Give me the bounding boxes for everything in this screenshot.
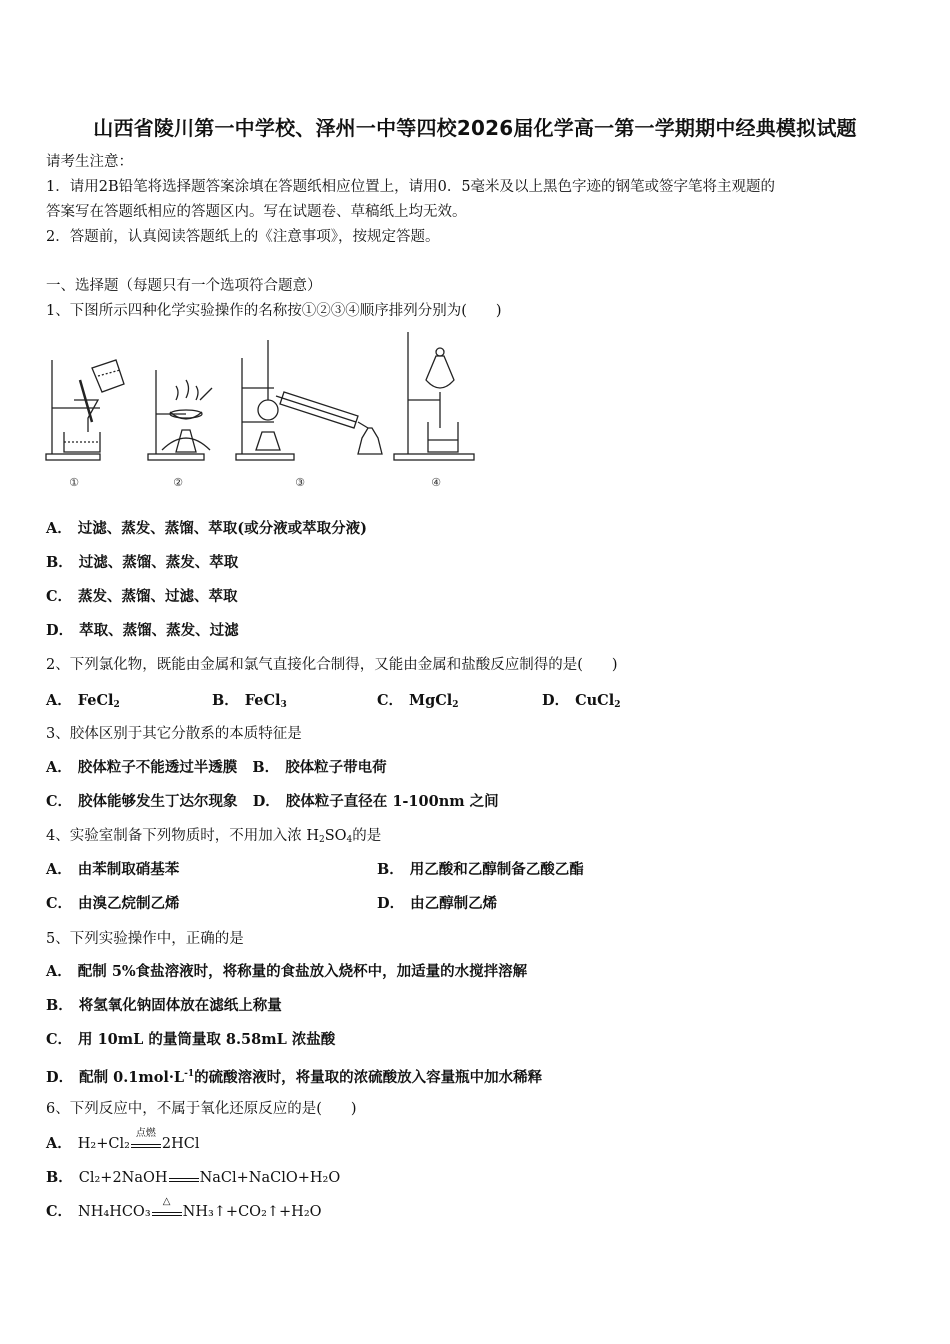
q1-option-a: A． 过滤、蒸发、蒸馏、萃取(或分液或萃取分液) (46, 520, 367, 537)
q4-option-d: D． 由乙醇制乙烯 (377, 895, 498, 912)
q4-option-a: A． 由苯制取硝基苯 (46, 861, 180, 878)
q1-option-c: C． 蒸发、蒸馏、过滤、萃取 (46, 588, 238, 605)
q2-stem: 2、下列氯化物，既能由金属和氯气直接化合制得，又能由金属和盐酸反应制得的是( ) (46, 657, 618, 673)
q2-option-a: A． FeCl$_2$ (46, 692, 120, 710)
q5-option-a: A． 配制 5%食盐溶液时，将称量的食盐放入烧杯中，加适量的水搅拌溶解 (46, 963, 528, 980)
q1-stem: 1、下图所示四种化学实验操作的名称按①②③④顺序排列分别为( ) (46, 303, 502, 319)
q6-option-c: C． NH₄HCO₃ △ NH₃↑+CO₂↑+H₂O (46, 1196, 322, 1220)
q4-stem: 4、实验室制备下列物质时，不用加入浓 $H_2SO_4$的是 (46, 828, 382, 845)
notice-line-3: 2．答题前，认真阅读答题纸上的《注意事项》，按规定答题。 (46, 229, 440, 245)
q1-option-b: B． 过滤、蒸馏、蒸发、萃取 (46, 554, 239, 571)
filtration-apparatus (46, 360, 124, 460)
evaporation-apparatus (148, 370, 212, 460)
q5-option-d: D． 配制 $0.1mol\cdot L^{-1}$的硫酸溶液时，将量取的浓硫酸放入容量瓶中加水稀释 (46, 1069, 543, 1086)
q1-option-d: D． 萃取、蒸馏、蒸发、过滤 (46, 622, 239, 639)
q3-options-ab: A． 胶体粒子不能透过半透膜 B． 胶体粒子带电荷 (46, 759, 387, 776)
fig-label-3: ③ (295, 476, 305, 489)
q5-stem: 5、下列实验操作中，正确的是 (46, 931, 244, 947)
q5-option-b: B． 将氢氧化钠固体放在滤纸上称量 (46, 997, 282, 1014)
q6-option-a: A． H₂+Cl₂ 点燃 2HCl (46, 1128, 200, 1152)
q3-options-cd: C． 胶体能够发生丁达尔现象 D． 胶体粒子直径在 1-100nm 之间 (46, 793, 499, 810)
notice-line-1: 1．请用2B铅笔将选择题答案涂填在答题纸相应位置上，请用0．5毫米及以上黑色字迹的钢笔或签字笔将主观题的 (46, 179, 776, 195)
apparatus-figure (40, 330, 480, 500)
section-heading: 一、选择题（每题只有一个选项符合题意） (46, 278, 322, 294)
page-title: 山西省陵川第一中学校、泽州一中等四校2026届化学高一第一学期期中经典模拟试题 (93, 116, 857, 140)
fig-label-2: ② (173, 476, 183, 489)
separatory-funnel-apparatus (394, 332, 474, 460)
fig-label-4: ④ (431, 476, 441, 489)
q6-stem: 6、下列反应中，不属于氧化还原反应的是( ) (46, 1101, 357, 1117)
q4-option-c: C． 由溴乙烷制乙烯 (46, 895, 180, 912)
q2-option-c: C． MgCl$_2$ (377, 692, 459, 710)
q2-option-d: D． CuCl$_2$ (542, 692, 621, 710)
q3-stem: 3、胶体区别于其它分散系的本质特征是 (46, 726, 302, 742)
distillation-apparatus (236, 340, 382, 460)
q2-option-b: B． FeCl$_3$ (212, 692, 287, 710)
notice-line-2: 答案写在答题纸相应的答题区内。写在试题卷、草稿纸上均无效。 (46, 204, 467, 220)
q6-option-b: B． Cl₂+2NaOH NaCl+NaClO+H₂O (46, 1169, 341, 1186)
notice-heading: 请考生注意： (46, 154, 133, 170)
q5-option-c: C． 用 10mL 的量筒量取 8.58mL 浓盐酸 (46, 1031, 336, 1048)
q4-option-b: B． 用乙酸和乙醇制备乙酸乙酯 (377, 861, 584, 878)
fig-label-1: ① (69, 476, 79, 489)
